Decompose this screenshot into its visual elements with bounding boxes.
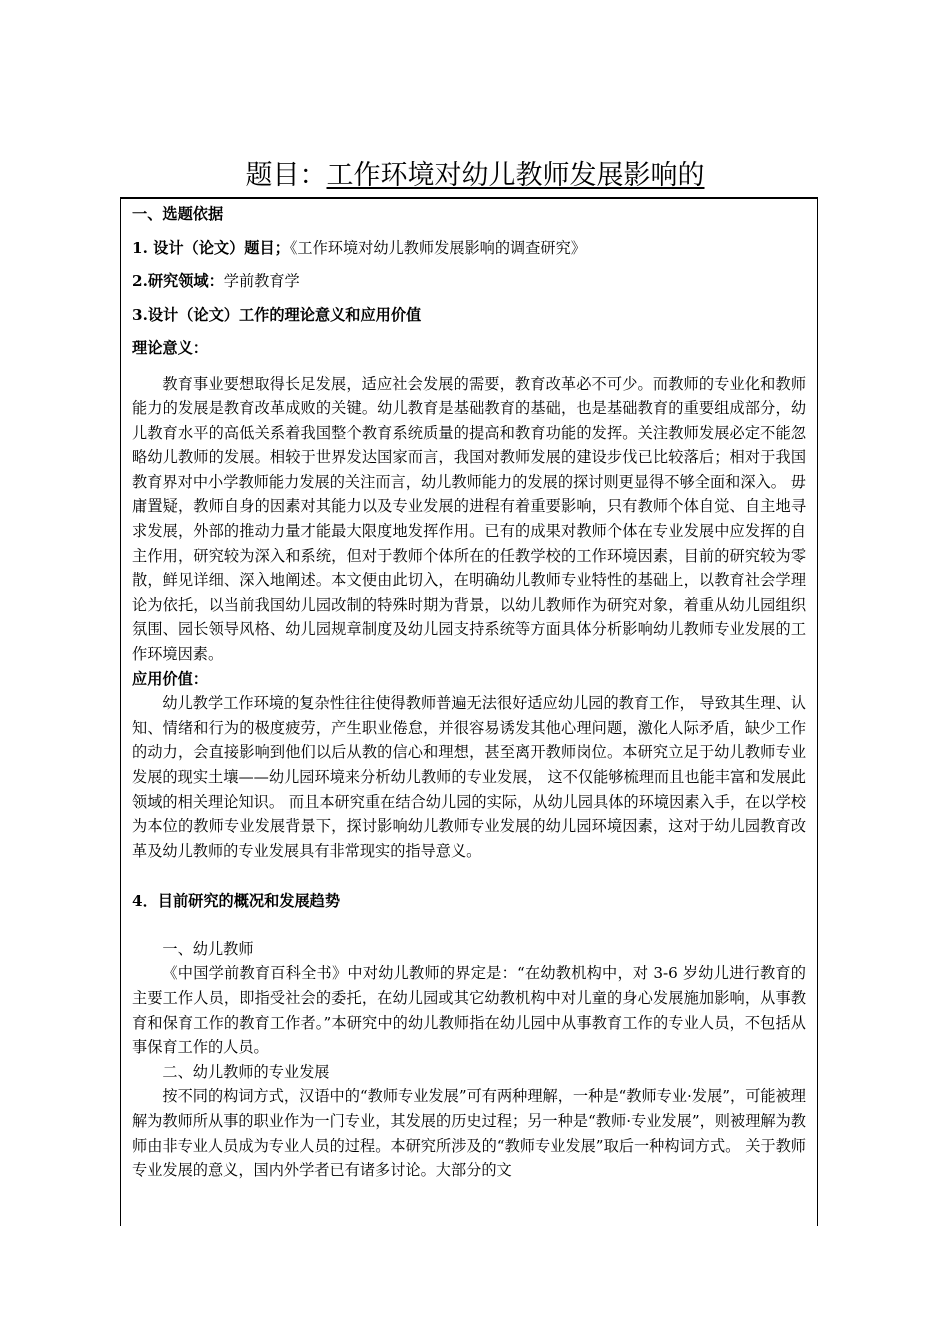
item1-label: 1. 设计（论文）题目； [132, 238, 290, 257]
title-label: 题目： [245, 160, 327, 191]
section4-heading: 4．目前研究的概况和发展趋势 [132, 892, 341, 911]
item1-value: 《工作环境对幼儿教师发展影响的调查研究》 [289, 238, 586, 257]
item3-heading: 3.设计（论文）工作的理论意义和应用价值 [132, 305, 422, 324]
subsection1-heading: 一、幼儿教师 [162, 939, 254, 958]
proposal-table [120, 198, 818, 1226]
application-paragraph: 幼儿教学工作环境的复杂性往往使得教师普遍无法很好适应幼儿园的教育工作， 导致其生理、认知、情绪和行为的极度疲劳，产生职业倦怠，并很容易诱发其他心理问题，激化人际矛盾，缺少工作的动力，会直接影响到他们以后从教的信心和理想，甚至离开教师岗位。本研究立足于幼儿教师专业发展的现实土壤——幼儿园环境来分析幼儿教师的专业发展， 这不仅能够梳理而且也能丰富和发展此领域的相关理论知识。 而且本研究重在结合幼儿园的实际，从幼儿园具体的环境因素入手，在以学校为本位的教师专业发展背景下，探讨影响幼儿教师专业发展的幼儿园环境因素，这对于幼儿园教育改革及幼儿教师的专业发展具有非常现实的指导意义。 [132, 694, 806, 860]
title-value: 工作环境对幼儿教师发展影响的 [326, 160, 705, 191]
item2-row [132, 265, 806, 299]
subsection2-heading: 二、幼儿教师的专业发展 [162, 1062, 330, 1081]
table-content [132, 198, 806, 1183]
subsection2-paragraph: 按不同的构词方式，汉语中的“教师专业发展”可有两种理解，一种是“教师专业·发展”，可能被理解为教师所从事的职业作为一门专业，其发展的历史过程；另一种是“教师·专业发展”，则被理解为教师由非专业人员成为专业人员的过程。本研究所涉及的“教师专业发展”取后一种构词方式。 关于教师专业发展的意义，国内外学者已有诸多讨论。大部分的文 [132, 1087, 806, 1180]
item2-value: 学前教育学 [223, 272, 300, 290]
document-title [0, 157, 950, 195]
item2-label: 2.研究领域： [132, 272, 224, 290]
section1-heading: 一、选题依据 [132, 205, 224, 223]
application-label: 应用价值： [132, 669, 208, 688]
theory-paragraph: 教育事业要想取得长足发展，适应社会发展的需要，教育改革必不可少。而教师的专业化和教师能力的发展是教育改革成败的关键。幼儿教育是基础教育的基础，也是基础教育的重要组成部分，幼儿教育水平的高低关系着我国整个教育系统质量的提高和教育功能的发挥。关注教师发展必定不能忽略幼儿教师的发展。相较于世界发达国家而言，我国对教师发展的建设步伐已比较落后；相对于我国教育界对中小学教师能力发展的关注而言，幼儿教师能力的发展的探讨则更显得不够全面和深入。 毋庸置疑，教师自身的因素对其能力以及专业发展的进程有着重要影响，只有教师个体自觉、自主地寻求发展，外部的推动力量才能最大限度地发挥作用。已有的成果对教师个体在专业发展中应发挥的自主作用，研究较为深入和系统，但对于教师个体所在的任教学校的工作环境因素，目前的研究较为零散，鲜见详细、深入地阐述。本文便由此切入，在明确幼儿教师专业特性的基础上，以教育社会学理论为依托，以当前我国幼儿园改制的特殊时期为背景，以幼儿教师作为研究对象，着重从幼儿园组织氛围、园长领导风格、幼儿园规章制度及幼儿园支持系统等方面具体分析影响幼儿教师专业发展的工作环境因素。 [132, 374, 806, 664]
theory-label: 理论意义： [132, 339, 208, 357]
item1-row [132, 232, 806, 266]
subsection1-paragraph: 《中国学前教育百科全书》中对幼儿教师的界定是：“在幼教机构中，对 3-6 岁幼儿进行教育的主要工作人员，即指受社会的委托，在幼儿园或其它幼教机构中对儿童的身心发展施加影响，从事教育和保育工作的教育工作者。”本研究中的幼儿教师指在幼儿园中从事教育工作的专业人员，不包括从事保育工作的人员。 [132, 964, 806, 1057]
